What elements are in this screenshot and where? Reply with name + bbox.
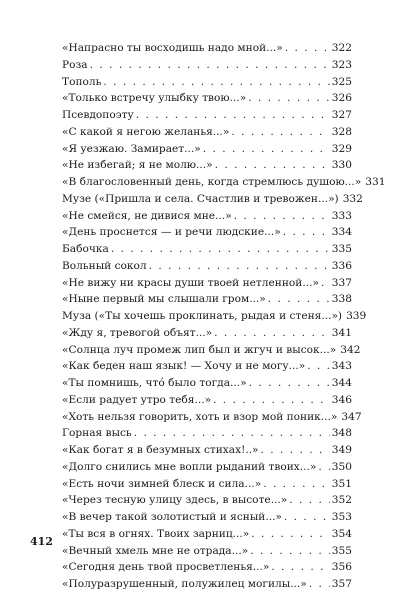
toc-entry-title: «Долго снились мне вопли рыданий твоих...»	[62, 460, 317, 473]
dot-leader	[250, 543, 330, 560]
dot-leader	[271, 559, 329, 576]
toc-entry-page: 353	[331, 511, 352, 523]
toc-entry-title: Псевдопоэту	[62, 109, 134, 121]
toc-entry-page: 323	[331, 58, 352, 71]
toc-entry-title: Роза	[62, 58, 88, 71]
dot-leader	[215, 157, 330, 174]
dot-leader	[136, 107, 330, 124]
toc-entry-page: 351	[331, 477, 352, 490]
dot-leader	[234, 208, 330, 225]
toc-entry	[62, 241, 352, 258]
dot-leader	[251, 526, 330, 543]
toc-entry	[62, 74, 352, 91]
toc-entry-title: «Через тесную улицу здесь, в высоте...»	[62, 494, 288, 507]
toc-entry-title: «Не смейся, не дивися мне...»	[62, 209, 232, 222]
dot-leader	[134, 425, 330, 442]
toc-entry	[62, 308, 367, 325]
toc-entry-title: Бабочка	[62, 243, 109, 255]
toc-entry-page: 327	[331, 109, 352, 121]
toc-entry-page: 349	[331, 444, 352, 456]
dot-leader	[249, 375, 330, 392]
dot-leader	[231, 124, 329, 141]
toc-entry-page: 355	[331, 544, 352, 557]
toc-entry	[62, 509, 352, 526]
toc-entry	[62, 275, 352, 292]
toc-entry-page: 336	[331, 259, 352, 272]
toc-entry-title: «Как беден наш язык! — Хочу и не могу...»	[62, 360, 306, 373]
toc-entry-title: «Напрасно ты восходишь надо мной...»	[62, 42, 283, 54]
dot-leader	[283, 224, 330, 241]
toc-entry	[62, 559, 352, 576]
toc-entry	[62, 224, 352, 241]
toc-entry-page: 343	[331, 360, 352, 373]
toc-entry	[62, 492, 352, 509]
toc-entry-title: Горная высь	[62, 427, 132, 440]
toc-entry-page: 322	[331, 42, 352, 54]
toc-entry-title: «Жду я, тревогой объят...»	[62, 326, 213, 339]
toc-entry-page: 350	[331, 460, 352, 473]
toc-entry	[62, 459, 352, 476]
dot-leader	[90, 57, 330, 74]
toc-entry	[62, 141, 352, 158]
toc-entry-title: «Хоть нельзя говорить, хоть и взор мой поник...»	[62, 410, 338, 423]
toc-entry-page: 325	[331, 75, 352, 88]
dot-leader	[103, 74, 329, 91]
toc-entry-title: Тополь	[62, 75, 102, 88]
toc-entry	[62, 40, 352, 57]
toc-entry-title: «Вечный хмель мне не отрада...»	[62, 544, 249, 557]
toc-entry	[62, 208, 352, 225]
toc-entry	[62, 476, 352, 493]
toc-entry-title: «День проснется — и речи людские...»	[62, 226, 281, 239]
dot-leader	[321, 275, 330, 292]
toc-entry-page: 330	[331, 159, 352, 172]
toc-entry-title: «Как богат я в безумных стихах!..»	[62, 444, 259, 456]
toc-entry-title: «Ныне первый мы слышали гром...»	[62, 293, 266, 306]
toc-entry-page: 328	[331, 125, 352, 138]
toc-entry-page: 354	[331, 527, 352, 540]
toc-entry-page: 341	[331, 326, 352, 339]
toc-entry	[62, 342, 361, 359]
toc-entry-title: «Если радует утро тебя...»	[62, 393, 212, 406]
toc-entry-title: «С какой я негою желанья...»	[62, 125, 230, 138]
dot-leader	[248, 90, 330, 107]
toc-entry	[62, 543, 352, 560]
dot-leader	[203, 141, 330, 158]
toc-entry-title: Муза («Ты хочешь проклинать, рыдая и стеня...»)	[62, 310, 343, 322]
dot-leader	[268, 291, 330, 308]
toc-entry-page: 331	[365, 176, 386, 188]
toc-entry	[62, 358, 352, 375]
dot-leader	[307, 358, 330, 375]
dot-leader	[285, 40, 330, 57]
toc-entry-title: «В благословенный день, когда стремлюсь душою...»	[62, 176, 362, 188]
toc-entry-title: Музе («Пришла и села. Счастлив и тревожен...»)	[62, 192, 339, 205]
toc-entry	[62, 325, 352, 342]
toc-entry	[62, 191, 363, 208]
dot-leader	[111, 241, 330, 258]
toc-entry-title: «Я уезжаю. Замирает...»	[62, 142, 201, 155]
toc-entry-title: «Только встречу улыбку твою...»	[62, 92, 247, 105]
dot-leader	[213, 392, 330, 409]
toc-entry	[62, 442, 352, 459]
toc-entry	[62, 425, 352, 442]
toc-entry-page: 357	[331, 578, 352, 590]
toc-entry-title: «Ты вся в огнях. Твоих зарниц...»	[62, 527, 250, 540]
toc-entry	[62, 90, 352, 107]
toc-entry-title: «Не избегай; я не молю...»	[62, 159, 213, 172]
toc-entry-title: «Полуразрушенный, полужилец могилы...»	[62, 578, 307, 590]
toc-entry-title: «Ты помнишь, что́ было тогда...»	[62, 377, 247, 389]
toc-entry-page: 326	[331, 92, 352, 105]
toc-entry-title: «Есть ночи зимней блеск и сила...»	[62, 477, 262, 490]
dot-leader	[263, 476, 330, 493]
toc-entry-page: 344	[331, 377, 352, 389]
dot-leader	[284, 509, 330, 526]
toc-entry	[62, 157, 352, 174]
toc-entry	[62, 291, 352, 308]
toc-entry	[62, 258, 352, 275]
toc-entry-title: Вольный сокол	[62, 259, 147, 272]
table-of-contents	[62, 40, 386, 593]
toc-entry-page: 332	[342, 192, 363, 205]
toc-entry-page: 337	[331, 276, 352, 289]
toc-entry-title: «Сегодня день твой просветленья...»	[62, 561, 270, 574]
toc-entry	[62, 409, 362, 426]
dot-leader	[289, 492, 329, 509]
toc-entry-page: 352	[331, 494, 352, 507]
toc-entry	[62, 174, 386, 191]
toc-entry-page: 329	[331, 142, 352, 155]
toc-entry-page: 339	[346, 310, 367, 322]
toc-entry-page: 335	[331, 243, 352, 255]
dot-leader	[214, 325, 330, 342]
toc-entry-page: 338	[331, 293, 352, 306]
toc-entry	[62, 57, 352, 74]
toc-entry-page: 334	[331, 226, 352, 239]
toc-entry	[62, 124, 352, 141]
toc-entry	[62, 107, 352, 124]
page-number: 412	[30, 535, 53, 548]
toc-entry-title: «В вечер такой золотистый и ясный...»	[62, 511, 282, 523]
toc-entry-title: «Солнца луч промеж лип был и жгуч и высок...»	[62, 343, 337, 356]
toc-entry-page: 346	[331, 393, 352, 406]
toc-entry-page: 356	[331, 561, 352, 574]
toc-entry-page: 347	[341, 410, 362, 423]
toc-entry	[62, 576, 352, 593]
toc-entry-page: 348	[331, 427, 352, 440]
toc-entry	[62, 392, 352, 409]
toc-entry-page: 333	[331, 209, 352, 222]
dot-leader	[261, 442, 330, 459]
dot-leader	[318, 459, 329, 476]
dot-leader	[149, 258, 330, 275]
toc-entry-page: 342	[340, 343, 361, 356]
toc-entry	[62, 375, 352, 392]
dot-leader	[309, 576, 330, 593]
toc-entry-title: «Не вижу ни красы души твоей нетленной...»	[62, 276, 319, 289]
toc-entry	[62, 526, 352, 543]
